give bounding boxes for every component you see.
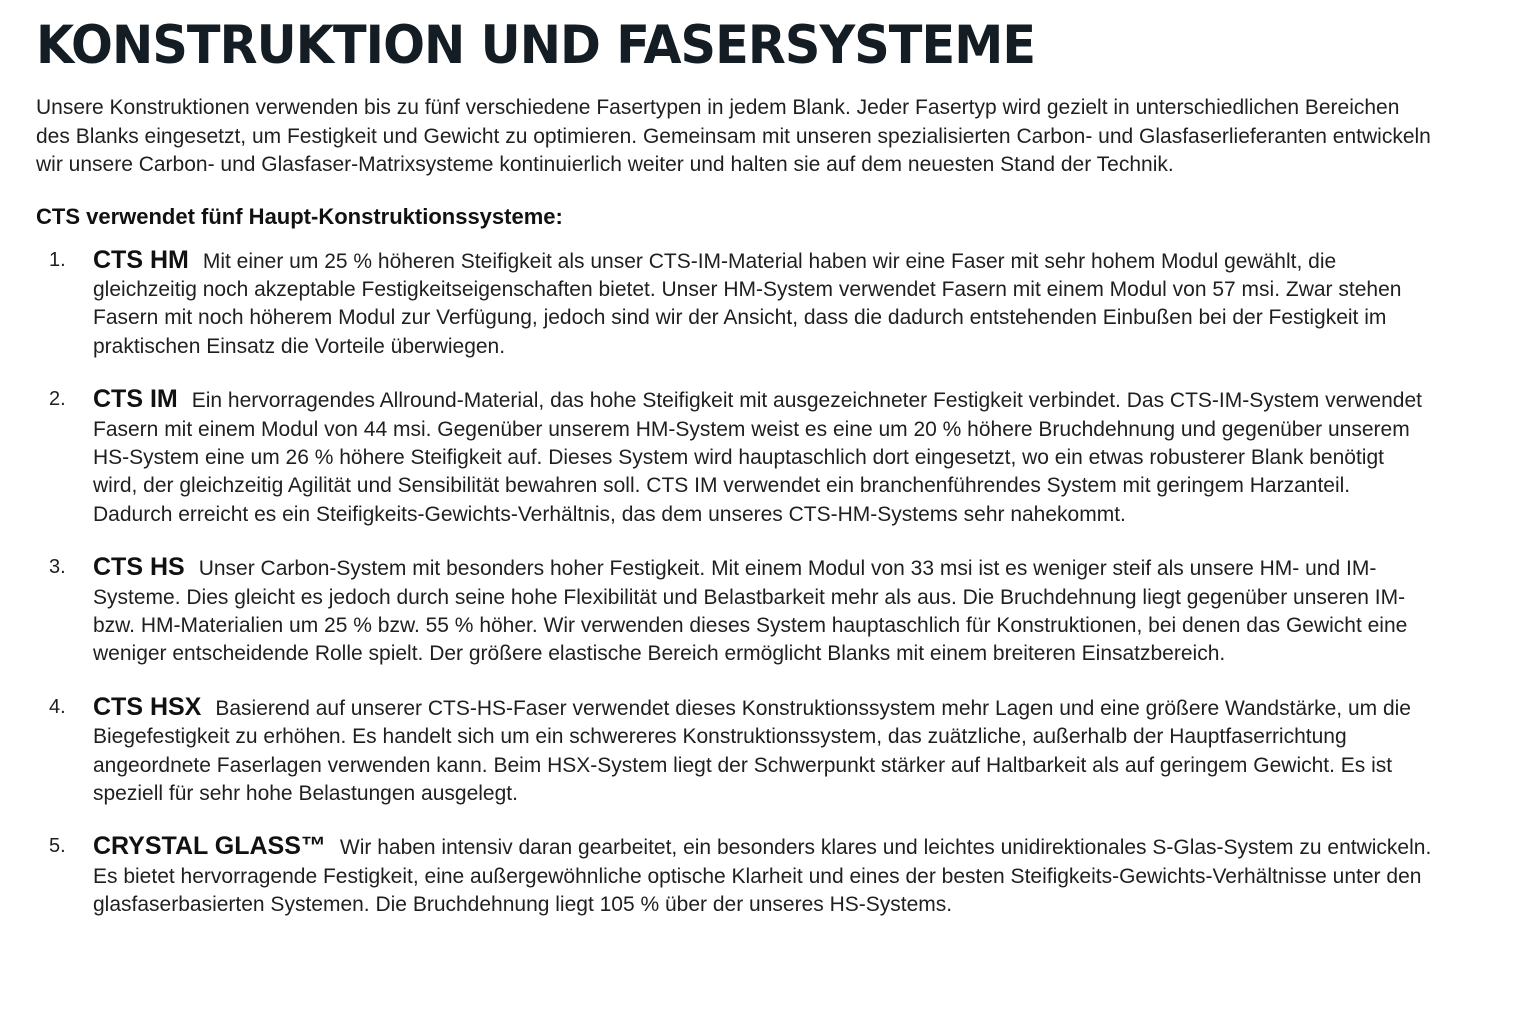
list-item-name: CRYSTAL GLASS™: [93, 832, 326, 861]
list-item-name: CTS HM: [93, 245, 189, 274]
list-item-text: Basierend auf unserer CTS-HS-Faser verwendet dieses Konstruktionssystem mehr Lagen und eine größere Wandstärke, um die Biegefestigkeit zu erhöhen. Es handelt sich um ein schwereres Konstruktionssystem, das zuätzliche, außerhalb der Hauptfaserrichtung angeordnete Faserlagen verwenden kann. Beim HSX-System liegt der Schwerpunkt stärker auf Haltbarkeit als auf geringem Gewicht. Es ist speziell für sehr hohe Belastungen ausgelegt.: [93, 696, 1411, 805]
list-item-name: CTS HS: [93, 553, 185, 582]
construction-systems-list: [36, 246, 1466, 920]
list-item-number: 4.: [49, 695, 66, 718]
list-item-text: Ein hervorragendes Allround-Material, das hohe Steifigkeit mit ausgezeichneter Festigkeit verbindet. Das CTS-IM-System verwendet Fasern mit einem Modul von 44 msi. Gegenüber unserem HM-System weist es eine um 20 % höhere Bruchdehnung und gegenüber unserem HS-System eine um 26 % höhere Steifigkeit auf. Dieses System wird hauptaschlich dort eingesetzt, wo ein etwas robusterer Blank benötigt wird, der gleichzeitig Agilität und Sensibilität bewahren soll. CTS IM verwendet ein branchenführendes System mit geringem Harzanteil. Dadurch erreicht es ein Steifigkeits-Gewichts-Verhältnis, das dem unseres CTS-HM-Systems sehr nahekommt.: [93, 389, 1422, 526]
list-item-number: 3.: [49, 556, 66, 579]
list-item-text: Mit einer um 25 % höheren Steifigkeit als unser CTS-IM-Material haben wir eine Faser mit sehr hohem Modul gewählt, die gleichzeitig noch akzeptable Festigkeitseigenschaften bietet. Unser HM-System verwendet Fasern mit einem Modul von 57 msi. Zwar stehen Fasern mit noch höherem Modul zur Verfügung, jedoch sind wir der Ansicht, dass die dadurch entstehenden Einbußen bei der Festigkeit im praktischen Einsatz die Vorteile überwiegen.: [93, 249, 1402, 358]
list-item-text: Unser Carbon-System mit besonders hoher Festigkeit. Mit einem Modul von 33 msi ist es weniger steif als unsere HM- und IM-Systeme. Dies gleicht es jedoch durch seine hohe Flexibilität und Belastbarkeit mehr als aus. Die Bruchdehnung liegt gegenüber unseren IM- bzw. HM-Materialien um 25 % bzw. 55 % höher. Wir verwenden dieses System hauptaschlich für Konstruktionen, bei denen das Gewicht eine weniger entscheidende Rolle spielt. Der größere elastische Bereich ermöglicht Blanks mit einem breiteren Einsatzbereich.: [93, 557, 1408, 666]
list-item-cts-hsx: [36, 693, 1433, 809]
list-item-cts-im: [36, 385, 1433, 529]
page-title: KONSTRUKTION UND FASERSYSTEME: [36, 15, 1036, 76]
list-item-number: 2.: [49, 388, 66, 411]
list-item-cts-hm: [36, 246, 1433, 362]
list-item-text: Wir haben intensiv daran gearbeitet, ein besonders klares und leichtes unidirektionales S-Glas-System zu entwickeln. Es bietet hervorragende Festigkeit, eine außergewöhnliche optische Klarheit und eines der besten Steifigkeits-Gewichts-Verhältnisse unter den glasfaserbasierten Systemen. Die Bruchdehnung liegt 105 % über der unseres HS-Systems.: [93, 836, 1432, 917]
section-subheading: CTS verwendet fünf Haupt-Konstruktionssysteme:: [36, 203, 563, 229]
list-item-number: 5.: [49, 835, 66, 858]
list-item-number: 1.: [49, 248, 66, 271]
list-item-name: CTS HSX: [93, 692, 202, 721]
list-item-cts-hs: [36, 553, 1433, 669]
list-item-name: CTS IM: [93, 385, 178, 414]
list-item-crystal-glass: [36, 832, 1433, 919]
intro-paragraph: Unsere Konstruktionen verwenden bis zu fünf verschiedene Fasertypen in jedem Blank. Jeder Fasertyp wird gezielt in unterschiedlichen Bereichen des Blanks eingesetzt, um Festigkeit und Gewicht zu optimieren. Gemeinsam mit unseren spezialisierten Carbon- und Glasfaserlieferanten entwickeln wir unsere Carbon- und Glasfaser-Matrixsysteme kontinuierlich weiter und halten sie auf dem neuesten Stand der Technik.: [36, 96, 1431, 176]
